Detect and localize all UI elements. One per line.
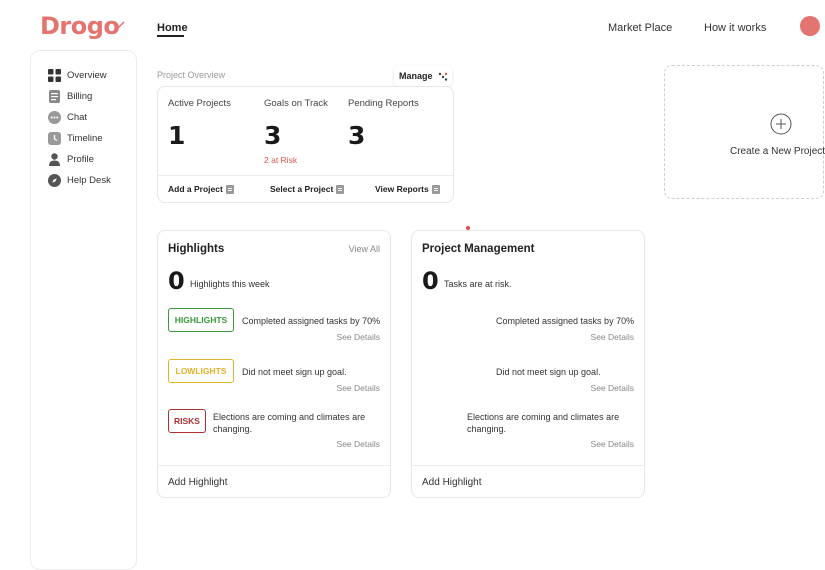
sidebar-item-overview[interactable] [48,67,107,83]
plus-circle-icon [770,113,792,135]
tasks-at-risk-caption: Tasks are at risk. [444,279,512,289]
divider [158,465,390,466]
sidebar [30,50,137,570]
lowlights-tag: LOWLIGHTS [168,359,234,383]
highlights-panel [157,230,391,498]
manage-button-label: Manage [399,71,433,81]
highlights-title: Highlights [168,243,225,255]
tasks-at-risk-count: 0 [422,267,439,295]
sidebar-item-label: Overview [67,69,107,81]
goals-at-risk-note: 2 at Risk [264,155,298,165]
project-overview-heading: Project Overview [157,70,226,80]
view-reports-label: View Reports [375,184,429,194]
pm-item-text: Did not meet sign up goal. [496,367,601,377]
highlight-item-text: Completed assigned tasks by 70% [242,316,381,326]
sidebar-item-label: Chat [67,111,88,123]
sidebar-item-profile[interactable] [48,151,94,167]
pm-item-text: Elections are coming and climates are changing. [467,412,620,434]
lowlight-item-text: Did not meet sign up goal. [242,367,347,377]
chevron-down-icon[interactable] [113,20,125,30]
view-all-link[interactable]: View All [348,244,380,254]
sidebar-item-label: Help Desk [67,174,111,186]
grid-icon [48,69,61,82]
manage-button[interactable] [394,66,452,86]
highlights-count-caption: Highlights this week [190,279,270,289]
stat-value-goals-on-track: 3 [264,121,282,150]
highlights-tag: HIGHLIGHTS [168,308,234,332]
stat-label-pending-reports: Pending Reports [348,98,419,109]
divider [412,465,644,466]
add-highlight-button[interactable]: Add Highlight [168,477,228,488]
document-icon [432,185,440,194]
create-project-label: Create a New Project [730,146,825,157]
nav-home-link[interactable]: Home [157,22,188,34]
sidebar-item-label: Profile [67,153,94,165]
person-icon [48,153,61,166]
active-nav-underline [157,35,184,37]
sidebar-item-timeline[interactable] [48,130,103,146]
risk-item-text: Elections are coming and climates are changing. [213,412,366,434]
select-project-label: Select a Project [270,184,334,194]
see-details-link[interactable]: See Details [336,332,380,342]
see-details-link[interactable]: See Details [590,439,634,449]
add-project-link[interactable] [168,184,234,194]
nav-how-it-works-link[interactable]: How it works [704,22,767,34]
clock-icon [48,132,61,145]
risks-tag: RISKS [168,409,206,433]
see-details-link[interactable]: See Details [590,383,634,393]
highlights-count: 0 [168,267,185,295]
project-management-title: Project Management [422,243,535,255]
billing-icon [48,90,61,103]
add-highlight-button[interactable]: Add Highlight [422,477,482,488]
stat-label-goals-on-track: Goals on Track [264,98,328,109]
project-overview-card [157,86,454,203]
avatar[interactable] [800,16,820,36]
document-icon [336,185,344,194]
compass-icon [48,174,61,187]
see-details-link[interactable]: See Details [590,332,634,342]
select-project-link[interactable] [270,184,344,194]
project-management-panel [411,230,645,498]
sidebar-item-billing[interactable] [48,88,92,104]
pm-item-text: Completed assigned tasks by 70% [496,316,635,326]
top-navigation [0,0,805,50]
settings-dots-icon [438,72,448,81]
view-reports-link[interactable] [375,184,440,194]
create-project-card[interactable] [664,65,824,199]
stat-value-active-projects: 1 [168,121,186,150]
sidebar-item-label: Billing [67,90,93,102]
stat-value-pending-reports: 3 [348,121,366,150]
brand-logo[interactable]: Drogo [40,12,120,40]
sidebar-item-chat[interactable] [48,109,87,125]
stat-label-active-projects: Active Projects [168,98,231,109]
sidebar-item-label: Timeline [67,132,103,144]
nav-market-place-link[interactable]: Market Place [608,22,673,34]
chat-icon [48,111,61,124]
see-details-link[interactable]: See Details [336,439,380,449]
add-project-label: Add a Project [168,184,223,194]
sidebar-item-help-desk[interactable] [48,172,111,188]
see-details-link[interactable]: See Details [336,383,380,393]
divider [158,175,453,176]
document-icon [226,185,234,194]
